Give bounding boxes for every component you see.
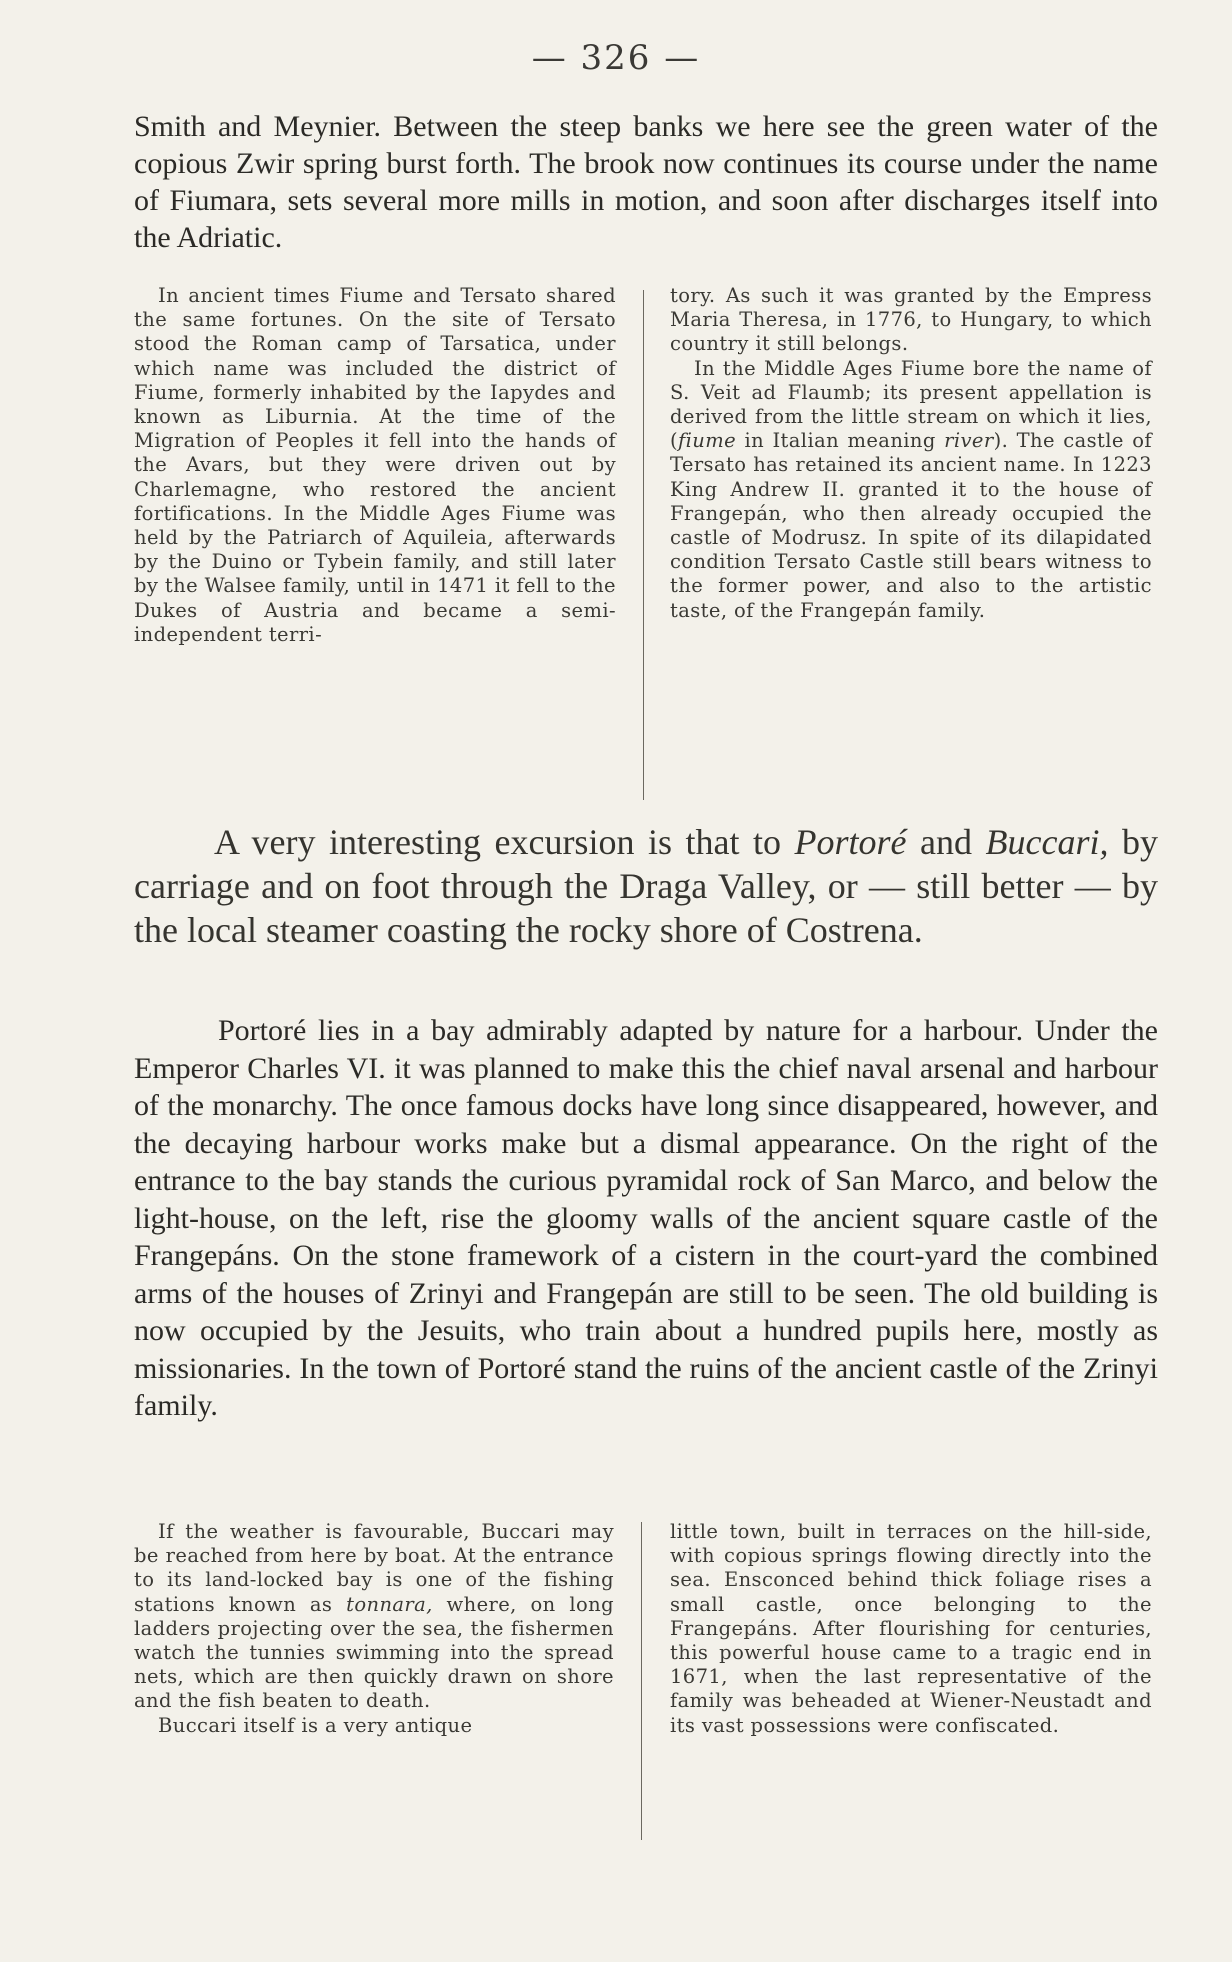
territory-paragraph: tory. As such it was granted by the Empress Maria Theresa, in 1776, to Hungary, to which country it still belongs. [670, 284, 1152, 356]
top-paragraph-block [134, 108, 1158, 256]
river-word: river [944, 429, 994, 453]
top-paragraph: Smith and Meynier. Between the steep banks we here see the green water of the copious Zwir spring burst forth. The brook now continues its course under the name of Fiumara, sets several more mills in motion, and soon after discharges itself into the Adriatic. [134, 110, 1158, 254]
fiume-name-paragraph [670, 357, 1152, 623]
buccari-text-b: where, on long ladders projecting over the sea, the fishermen watch the tunnies swimming into the spread nets, which are then quickly drawn on shore and the fish beaten to death. [134, 1592, 614, 1713]
right-column-upper [670, 284, 1152, 623]
excursion-text-c: by carriage and on foot through the Draga Valley, or — still better — by the local steamer coasting the rocky shore of Costrena. [134, 822, 1158, 950]
page-number: — 326 — [531, 38, 701, 78]
portore-heading: Portoré [794, 822, 907, 862]
right-column-lower [670, 1520, 1152, 1738]
buccari-text-a: If the weather is favourable, Buccari may be reached from here by boat. At the entrance to its land-locked bay is one of the fishing stations known as [134, 1520, 614, 1616]
left-column-lower [134, 1520, 614, 1738]
excursion-text-b: and [906, 822, 986, 862]
buccari-antique-paragraph: Buccari itself is a very antique [158, 1713, 473, 1737]
fiume-name-text-a: In the Middle Ages Fiume bore the name of S. Veit ad Flaumb; its present appellation is derived from the little stream on which it lies, ( [670, 356, 1152, 453]
fiume-word: fiume [678, 429, 737, 453]
portore-paragraph: Portoré lies in a bay admirably adapted by nature for a harbour. Under the Emperor Charles VI. it was planned to make this the chief naval arsenal and harbour of the monarchy. The once famous docks have long since disappeared, however, and the decaying harbour works make but a dismal appearance. On the right of the entrance to the bay stands the curious pyramidal rock of San Marco, and below the light-house, on the left, rise the gloomy walls of the ancient square castle of the Frangepáns. On the stone framework of a cistern in the court-yard the combined arms of the houses of Zrinyi and Frangepán are still to be seen. The old building is now occupied by the Jesuits, who train about a hundred pupils here, mostly as missionaries. In the town of Portoré stand the ruins of the ancient castle of the Zrinyi family. [134, 1014, 1158, 1422]
column-divider-lower [641, 1522, 642, 1840]
column-divider-upper [643, 290, 644, 800]
buccari-heading: Buccari, [985, 822, 1109, 862]
fiume-history-paragraph: In ancient times Fiume and Tersato shared the same fortunes. On the site of Tersato stood the Roman camp of Tarsatica, under which name was included the district of Fiume, formerly inhabited by the Iapydes and known as Liburnia. At the time of the Migration of Peoples it fell into the hands of the Avars, but they were driven out by Charlemagne, who restored the ancient fortifications. In the Middle Ages Fiume was held by the Patriarch of Aquileia, afterwards by the Duino or Tybein family, and still later by the Walsee family, until in 1471 it fell to the Dukes of Austria and became a semi-independent terri- [134, 284, 616, 646]
left-column-upper [134, 284, 616, 647]
tonnara-word: tonnara, [346, 1592, 433, 1616]
buccari-boat-paragraph [134, 1520, 614, 1714]
fiume-name-text-c: ). The castle of Tersato has retained its ancient name. In 1223 King Andrew II. granted it to the house of Frangepán, who then already occupied the castle of Modrusz. In spite of its dilapidated condition Tersato Castle still bears witness to the former power, and also to the artistic taste, of the Frangepán family. [670, 429, 1153, 622]
fiume-name-text-b: in Italian meaning [736, 429, 945, 453]
portore-paragraph-block [134, 1012, 1158, 1425]
excursion-paragraph [134, 820, 1158, 952]
buccari-town-paragraph: little town, built in terraces on the hill-side, with copious springs flowing directly into the sea. Ensconced behind thick foliage rises a small castle, once belonging to the Frangepáns. After flourishing for centuries, this powerful house came to a tragic end in 1671, when the last representative of the family was beheaded at Wiener-Neustadt and its vast possessions were confiscated. [670, 1520, 1152, 1737]
excursion-text-a: A very interesting excursion is that to [214, 822, 795, 862]
